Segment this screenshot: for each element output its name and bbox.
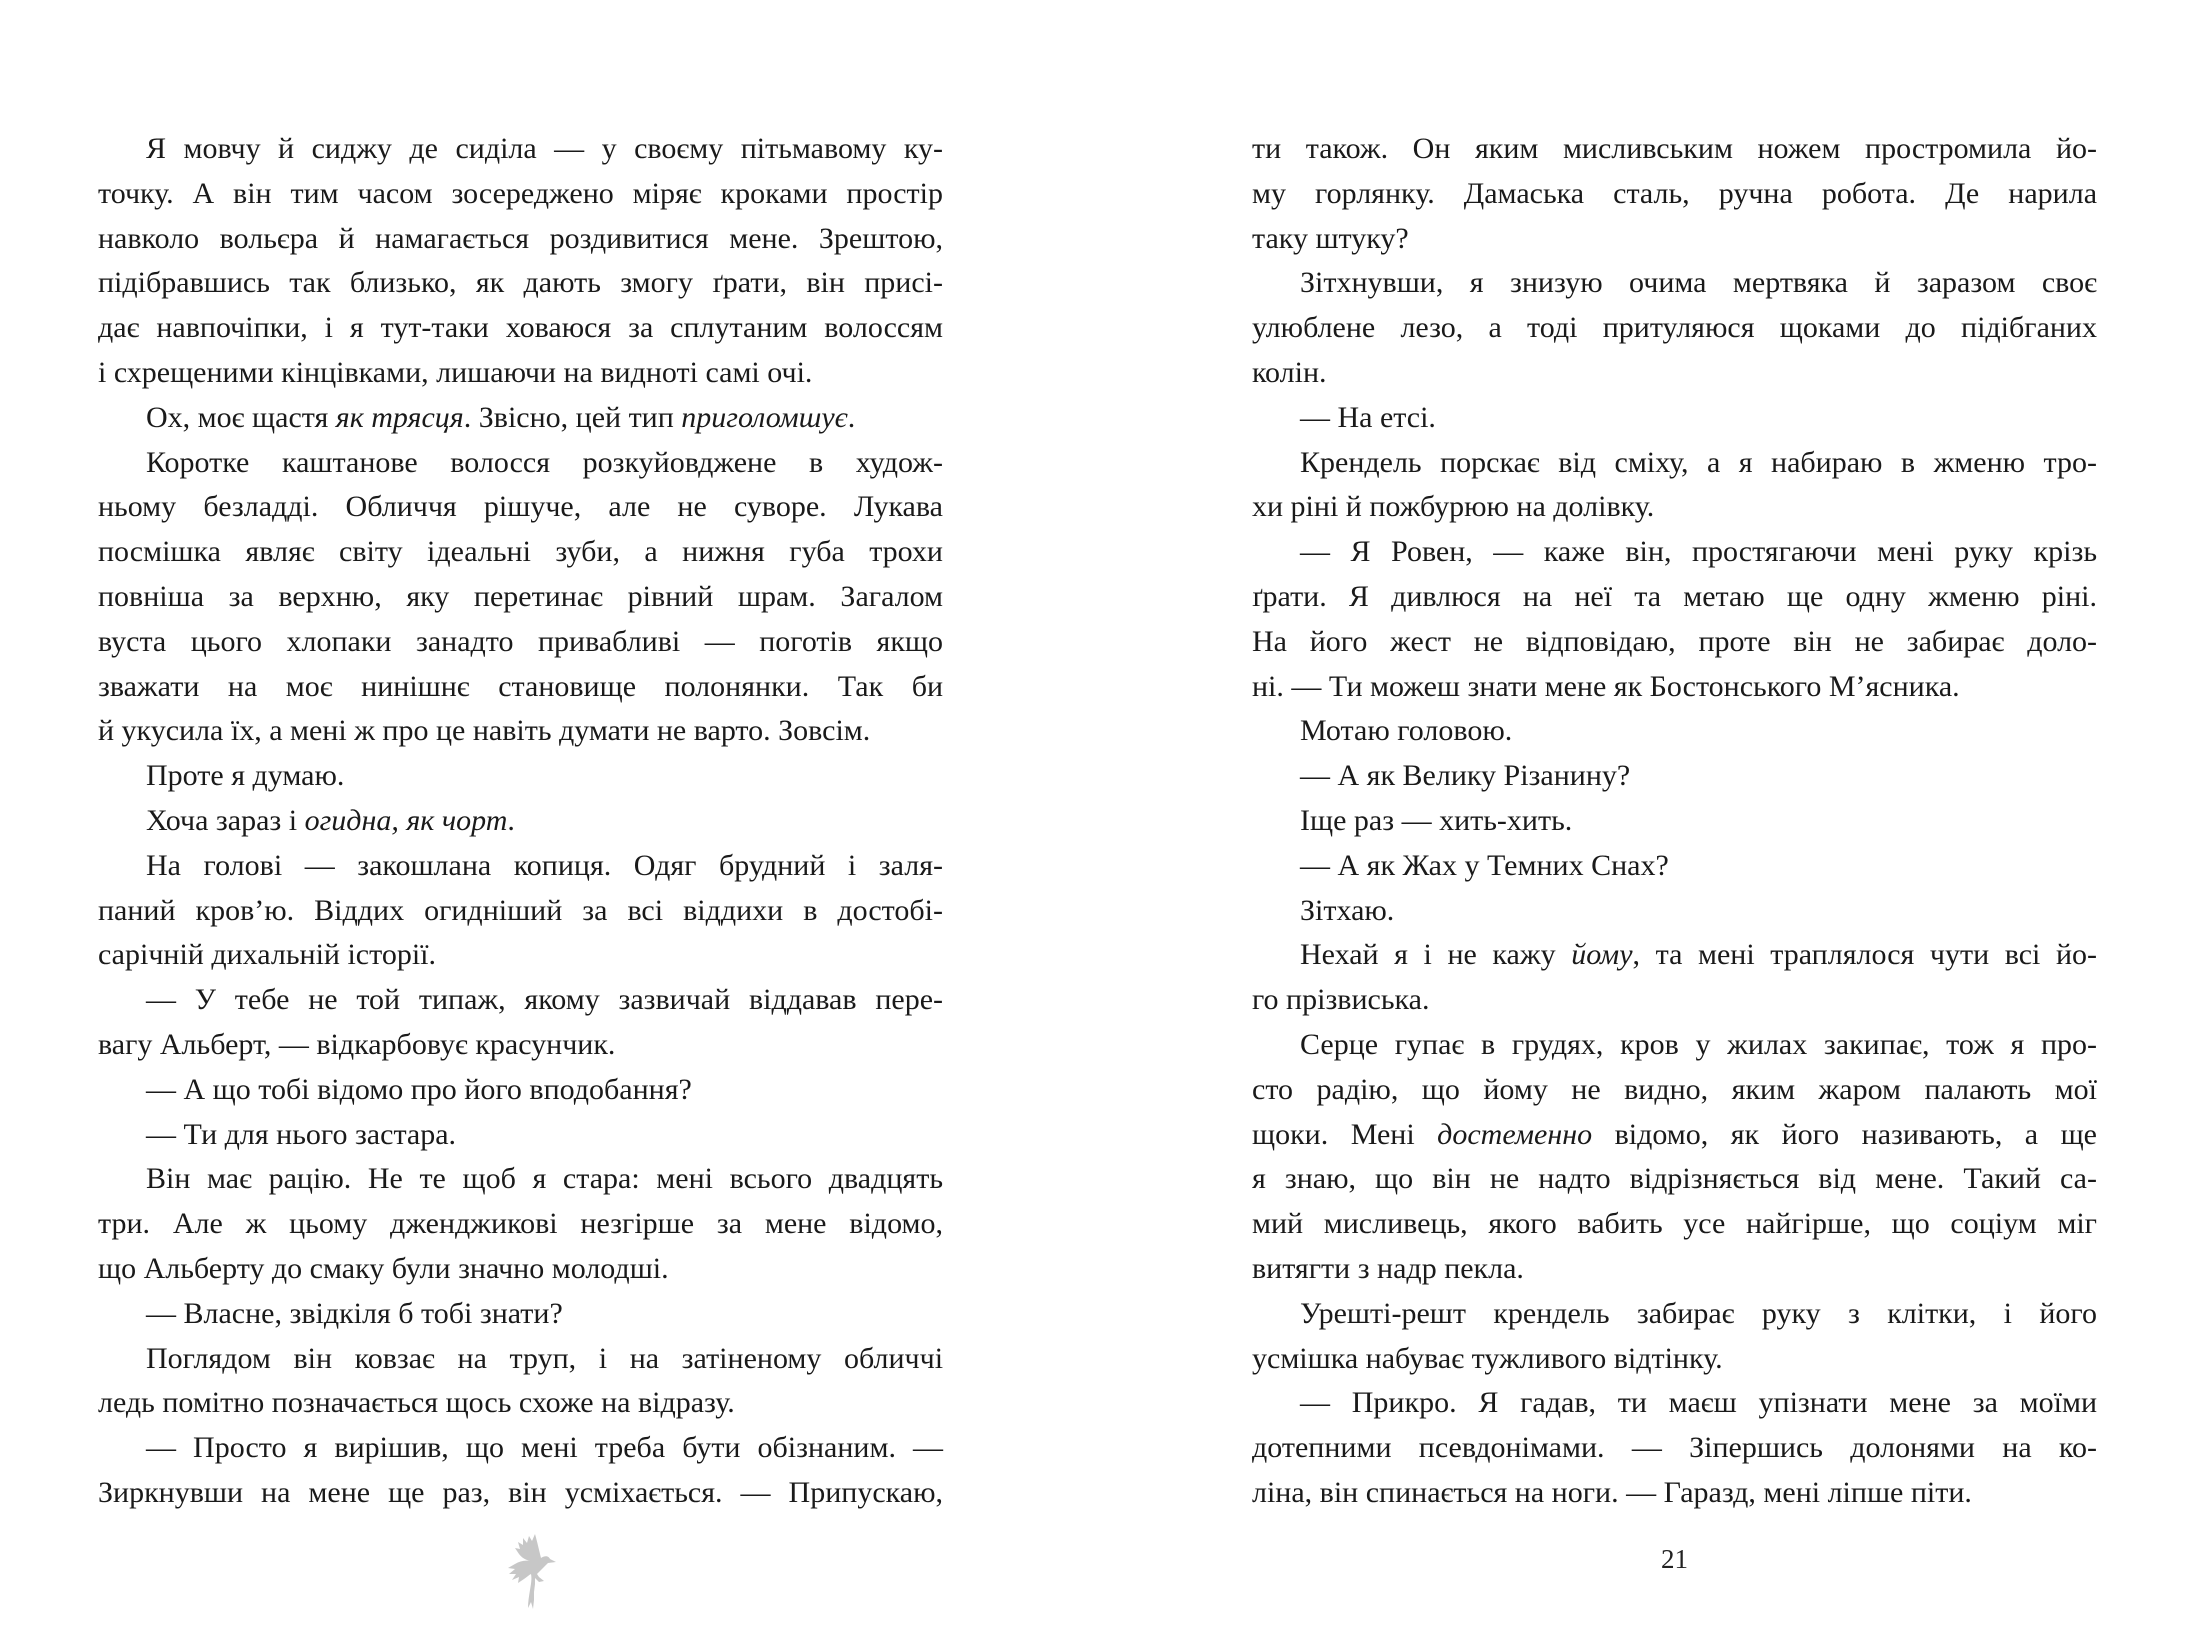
- text-line: Зиркнувши на мене ще раз, він усміхається. — Припускаю,: [98, 1475, 943, 1509]
- text-line: ти також. Он яким мисливським ножем простромила йо-: [1252, 132, 2097, 165]
- text-line: що Альберту до смаку були значно молодші.: [98, 1251, 669, 1285]
- right-page-text: [1252, 127, 2097, 1516]
- text-line: го прізвиська.: [1252, 983, 1430, 1017]
- text-line: дотепними псевдонімами. — Зіпершись долонями на ко-: [1252, 1431, 2097, 1465]
- text-line: посмішка являє світу ідеальні зуби, а нижня губа трохи: [98, 535, 943, 569]
- text-line: — А як Велику Різанину?: [1300, 759, 1631, 793]
- text-line: — На етсі.: [1300, 400, 1436, 434]
- text-line: Зітхнувши, я знизую очима мертвяка й заразом своє: [1300, 266, 2098, 300]
- text-line: ґрати. Я дивлюся на неї та метаю ще одну жменю ріні.: [1252, 579, 2097, 613]
- text-line: — Я Ровен, — каже він, простягаючи мені руку крізь: [1300, 535, 2097, 569]
- text-line: — Прикро. Я гадав, ти маєш упізнати мене за моїми: [1300, 1386, 2098, 1420]
- text-line: вагу Альберт, — відкарбовує красунчик.: [98, 1027, 616, 1061]
- text-line: мий мисливець, якого вабить усе найгірше, що соціум міг: [1252, 1207, 2097, 1241]
- text-line: — А що тобі відомо про його вподобання?: [146, 1072, 692, 1106]
- text-line: Коротке каштанове волосся розкуйовджене в худож-: [146, 445, 943, 479]
- page-number: 21: [1661, 1544, 1688, 1574]
- text-line: зважати на моє нинішнє становище полонянки. Так би: [98, 669, 944, 703]
- text-line: сарічній дихальній історії.: [98, 938, 436, 972]
- text-line: — А як Жах у Темних Снах?: [1300, 848, 1669, 882]
- text-line: — Ти для нього застара.: [146, 1117, 457, 1151]
- text-line: три. Але ж цьому дженджикові незгірше за мене відомо,: [98, 1207, 943, 1241]
- text-line: Хоча зараз і огидна, як чорт.: [146, 803, 515, 837]
- text-line: ледь помітно позначається щось схоже на відразу.: [98, 1386, 735, 1420]
- text-line: На голові — закошлана копиця. Одяг брудний і заля-: [146, 848, 943, 882]
- text-line: Ох, моє щастя як трясця. Звісно, цей тип приголомшує.: [146, 400, 856, 434]
- text-line: улюблене лезо, а тоді притуляюся щоками до підібганих: [1252, 311, 2097, 345]
- text-line: ліна, він спинається на ноги. — Гаразд, мені ліпше піти.: [1252, 1475, 1972, 1509]
- flying-raven-ornament-icon: [506, 1532, 556, 1610]
- text-line: — Власне, звідкіля б тобі знати?: [146, 1296, 563, 1330]
- text-line: Урешті-решт крендель забирає руку з клітки, і його: [1300, 1296, 2097, 1330]
- text-line: Крендель порскає від сміху, а я набираю в жменю тро-: [1300, 445, 2098, 479]
- text-line: Він має рацію. Не те щоб я стара: мені всього двадцять: [146, 1162, 944, 1196]
- text-line: Мотаю головою.: [1300, 714, 1513, 748]
- text-line: хи ріні й пожбурюю на долівку.: [1252, 490, 1655, 524]
- text-line: повніша за верхню, яку перетинає рівний шрам. Загалом: [98, 579, 944, 613]
- text-line: Серце гупає в грудях, кров у жилах закипає, тож я про-: [1300, 1027, 2098, 1061]
- text-line: колін.: [1252, 355, 1327, 389]
- text-line: Я мовчу й сиджу де сиділа — у своєму пітьмавому ку-: [146, 132, 943, 165]
- text-line: ні. — Ти можеш знати мене як Бостонського М’ясника.: [1252, 669, 1960, 703]
- text-line: ньому безладді. Обличчя рішуче, але не суворе. Лукава: [98, 490, 943, 524]
- text-line: підібравшись так близько, як дають змогу ґрати, він присі-: [98, 266, 943, 300]
- text-line: сто радію, що йому не видно, яким жаром палають мої: [1252, 1072, 2097, 1106]
- text-line: я знаю, що він не надто відрізняється від мене. Такий са-: [1252, 1162, 2097, 1196]
- text-line: вуста цього хлопаки занадто привабливі — поготів якщо: [98, 624, 943, 658]
- text-line: На його жест не відповідаю, проте він не забирає доло-: [1252, 624, 2098, 658]
- text-line: таку штуку?: [1252, 221, 1409, 255]
- text-line: навколо вольєра й намагається роздивитися мене. Зрештою,: [98, 221, 943, 255]
- text-line: Поглядом він ковзає на труп, і на затіненому обличчі: [146, 1341, 944, 1375]
- text-line: паний кров’ю. Віддих огидніший за всі віддихи в достобі-: [98, 893, 943, 927]
- text-line: усмішка набуває тужливого відтінку.: [1252, 1341, 1723, 1375]
- text-line: Іще раз — хить-хить.: [1300, 803, 1573, 837]
- text-line: і схрещеними кінцівками, лишаючи на видноті самі очі.: [98, 355, 813, 389]
- text-line: Нехай я і не кажу йому, та мені траплялося чути всі йо-: [1300, 938, 2098, 972]
- text-line: — Просто я вирішив, що мені треба бути обізнаним. —: [146, 1431, 944, 1465]
- text-line: — У тебе не той типаж, якому зазвичай віддавав пере-: [146, 983, 943, 1017]
- text-line: щоки. Мені достеменно відомо, як його називають, а ще: [1252, 1117, 2097, 1151]
- text-line: Зітхаю.: [1300, 893, 1395, 927]
- raven-silhouette: [508, 1534, 556, 1609]
- left-page-text: [98, 127, 943, 1516]
- text-line: витягти з надр пекла.: [1252, 1251, 1524, 1285]
- text-line: Проте я думаю.: [146, 759, 345, 793]
- text-line: дає навпочіпки, і я тут-таки ховаюся за сплутаним волоссям: [98, 311, 944, 345]
- text-line: му горлянку. Дамаська сталь, ручна робота. Де нарила: [1252, 176, 2098, 210]
- text-line: точку. А він тим часом зосереджено міряє кроками простір: [98, 176, 943, 210]
- text-line: й укусила їх, а мені ж про це навіть думати не варто. Зовсім.: [98, 714, 871, 748]
